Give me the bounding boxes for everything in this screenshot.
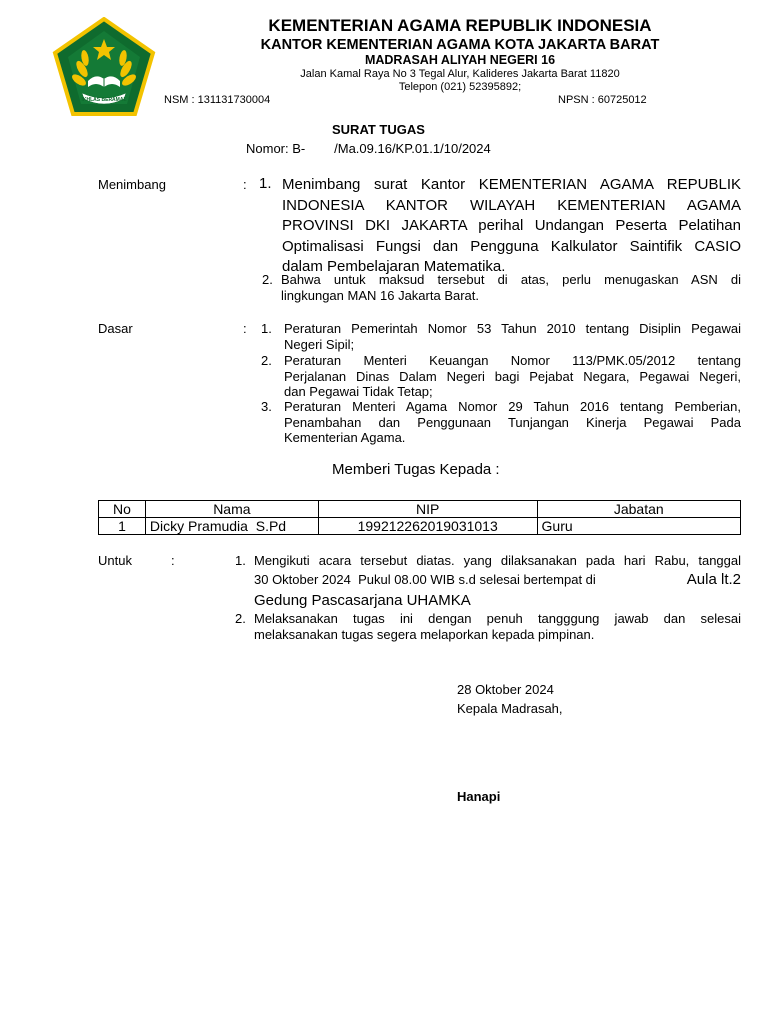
- header-address: Jalan Kamal Raya No 3 Tegal Alur, Kalideres Jakarta Barat 11820: [300, 68, 620, 80]
- menimbang-item-2-line: Bahwa untuk maksud tersebut di atas, perlu menugaskan ASN di: [281, 272, 741, 287]
- menimbang-item-1-line: INDONESIA KANTOR WILAYAH KEMENTERIAN AGAMA: [282, 196, 741, 214]
- dasar-item-3-line: Penambahan dan Penggunaan Tunjangan Kinerja Pegawai Pada: [284, 414, 741, 430]
- dasar-item-2-line: dan Pegawai Tidak Tetap;: [284, 384, 433, 399]
- dasar-label: Dasar: [98, 321, 133, 336]
- dasar-colon: :: [243, 321, 247, 336]
- dasar-num-2: 2.: [261, 353, 272, 368]
- untuk-item-1-text: 30 Oktober 2024 Pukul 08.00 WIB s.d selesai bertempat di: [254, 572, 596, 587]
- dasar-item-1-line: Peraturan Pemerintah Nomor 53 Tahun 2010 tentang Disiplin Pegawai: [284, 321, 741, 336]
- menimbang-item-1-line: PROVINSI DKI JAKARTA perihal Undangan Peserta Pelatihan: [282, 217, 741, 234]
- table-header-row: [99, 501, 741, 518]
- assignment-heading: Memberi Tugas Kepada :: [332, 461, 500, 478]
- header-nsm: NSM : 131131730004: [164, 94, 271, 106]
- cell-nip: 199212262019031013: [318, 518, 537, 535]
- dasar-item-1: [284, 321, 741, 352]
- dasar-num-3: 3.: [261, 399, 272, 414]
- menimbang-item-1-line: dalam Pembelajaran Matematika.: [282, 258, 506, 275]
- untuk-item-1-line: Gedung Pascasarjana UHAMKA: [254, 592, 471, 609]
- menimbang-item-2-line: lingkungan MAN 16 Jakarta Barat.: [281, 288, 479, 303]
- untuk-num-1: 1.: [235, 553, 246, 568]
- untuk-item-2-line: Melaksanakan tugas ini dengan penuh tangggung jawab dan selesai: [254, 611, 741, 626]
- untuk-item-1: [254, 553, 741, 610]
- dasar-item-3-line: Kementerian Agama.: [284, 430, 406, 445]
- svg-text:IKHLAS BERAMAL: IKHLAS BERAMAL: [81, 97, 127, 103]
- cell-nama: Dicky Pramudia S.Pd: [145, 518, 318, 535]
- signatory-name: Hanapi: [457, 789, 501, 804]
- menimbang-item-1: [282, 175, 741, 278]
- dasar-num-1: 1.: [261, 321, 272, 336]
- dasar-item-2: [284, 353, 741, 400]
- cell-jabatan: Guru: [537, 518, 740, 535]
- signature-date: 28 Oktober 2024: [457, 682, 554, 697]
- dasar-item-3: [284, 399, 741, 446]
- menimbang-item-2: [281, 272, 741, 304]
- untuk-item-1-line: [254, 569, 741, 591]
- header-school: MADRASAH ALIYAH NEGERI 16: [364, 53, 556, 67]
- header-phone: Telepon (021) 52395892;: [398, 81, 522, 93]
- signature-position: Kepala Madrasah,: [457, 701, 563, 716]
- column-header-nip: NIP: [318, 501, 537, 518]
- column-header-no: No: [99, 501, 146, 518]
- untuk-item-1-line: Mengikuti acara tersebut diatas. yang dilaksanakan pada hari Rabu, tanggal: [254, 553, 741, 568]
- header-office: KANTOR KEMENTERIAN AGAMA KOTA JAKARTA BARAT: [260, 37, 660, 53]
- untuk-num-2: 2.: [235, 611, 246, 626]
- header-npsn: NPSN : 60725012: [558, 94, 647, 106]
- dasar-item-2-line: Perjalanan Dinas Dalam Negeri bagi Pejabat Negara, Pegawai Negeri,: [284, 368, 741, 384]
- header-ministry: KEMENTERIAN AGAMA REPUBLIK INDONESIA: [268, 16, 652, 35]
- untuk-item-2-line: melaksanakan tugas segera melaporkan kepada pimpinan.: [254, 627, 595, 642]
- menimbang-num-2: 2.: [262, 272, 273, 287]
- dasar-item-3-line: Peraturan Menteri Agama Nomor 29 Tahun 2016 tentang Pemberian,: [284, 399, 741, 414]
- untuk-colon: :: [171, 553, 175, 568]
- document-title: SURAT TUGAS: [332, 122, 425, 137]
- menimbang-item-1-line: Optimalisasi Fungsi dan Pengguna Kalkulator Saintifik CASIO: [282, 237, 741, 255]
- dasar-item-2-line: Peraturan Menteri Keuangan Nomor 113/PMK.05/2012 tentang: [284, 353, 741, 368]
- untuk-label: Untuk: [98, 553, 132, 568]
- menimbang-num-1: 1.: [259, 175, 272, 192]
- table-row: [99, 518, 741, 535]
- menimbang-colon: :: [243, 177, 247, 192]
- cell-no: 1: [99, 518, 146, 535]
- untuk-item-1-venue: Aula lt.2: [686, 571, 741, 588]
- menimbang-label: Menimbang: [98, 177, 166, 192]
- untuk-item-2: [254, 611, 741, 643]
- ministry-logo: [52, 17, 156, 117]
- dasar-item-1-line: Negeri Sipil;: [284, 336, 355, 352]
- document-number: Nomor: B- /Ma.09.16/KP.01.1/10/2024: [246, 141, 491, 156]
- column-header-jabatan: Jabatan: [537, 501, 740, 518]
- column-header-nama: Nama: [145, 501, 318, 518]
- assignee-table: [98, 500, 741, 535]
- menimbang-item-1-line: Menimbang surat Kantor KEMENTERIAN AGAMA REPUBLIK: [282, 176, 741, 193]
